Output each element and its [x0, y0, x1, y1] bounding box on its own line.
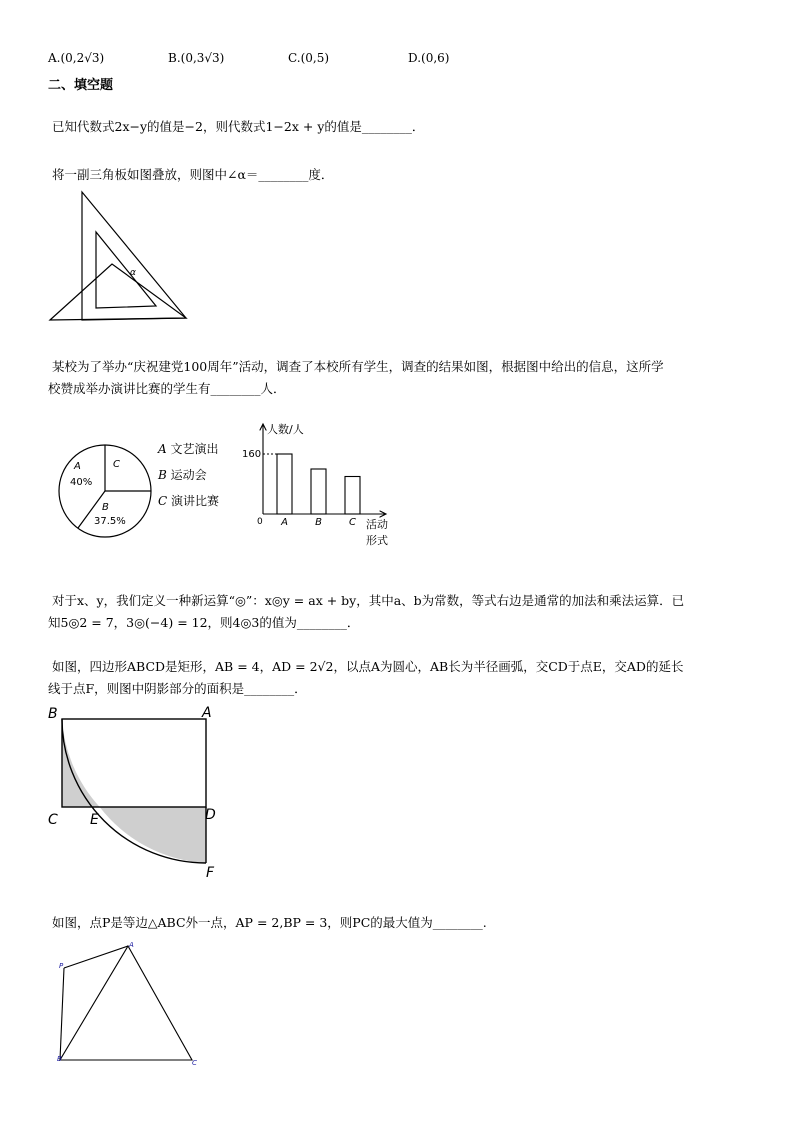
y-tick-160: 160 — [242, 449, 262, 460]
bar-c — [345, 477, 360, 515]
question-2: 将一副三角板如图叠放，则图中∠α＝________度． — [52, 167, 334, 182]
option-c: C.(0,5) — [288, 51, 330, 65]
pie-slice-b-letter: B — [102, 502, 109, 513]
y-axis-label: 人数/人 — [267, 423, 304, 436]
question-6: 如图，点P是等边△ABC外一点，AP = 2,BP = 3，则PC的最大值为________. — [52, 915, 487, 930]
triangle-45 — [50, 264, 186, 320]
question-4-line-2: 知5◎2 = 7，3◎(−4) = 12，则4◎3的值为________． — [48, 615, 360, 630]
legend-item-b — [158, 462, 219, 488]
point-p-label: P — [59, 962, 64, 970]
option-d: D.(0,6) — [408, 51, 450, 65]
legend-a-text: 文艺演出 — [170, 442, 219, 456]
point-d-label: D — [205, 807, 216, 823]
question-5-line-1: 如图，四边形ABCD是矩形，AB = 4，AD = 2√2，以点A为圆心，AB长为半径画弧，交CD于点E，交AD的延长 — [52, 659, 684, 674]
pie-legend — [158, 436, 219, 514]
pie-slice-a-letter: A — [74, 461, 81, 472]
question-1: 已知代数式2x−y的值是−2，则代数式1−2x + y的值是________． — [52, 119, 425, 134]
shaded-region-left — [62, 719, 100, 807]
x-tick-a: A — [281, 517, 288, 528]
x-tick-c: C — [349, 517, 356, 528]
question-3-line-2: 校赞成举办演讲比赛的学生有________人． — [48, 381, 286, 396]
x-tick-b: B — [315, 517, 322, 528]
bar-chart — [240, 418, 400, 552]
point-c-label: C — [48, 812, 58, 828]
point-f-label: F — [206, 865, 215, 881]
legend-b-letter: B — [158, 468, 167, 482]
shaded-region-right — [100, 807, 206, 863]
legend-c-letter: C — [158, 494, 168, 508]
bar-a — [277, 454, 292, 514]
legend-item-c — [158, 488, 219, 514]
point-c-label: C — [192, 1059, 197, 1067]
pie-chart — [54, 440, 156, 542]
legend-item-a — [158, 436, 219, 462]
point-e-label: E — [90, 812, 99, 828]
bar-b — [311, 469, 326, 514]
legend-b-text: 运动会 — [170, 468, 207, 482]
point-b-label: B — [48, 706, 58, 722]
point-a-label: A — [129, 941, 134, 949]
point-b-label: B — [57, 1055, 62, 1063]
segment-pb — [60, 968, 64, 1060]
question-4-line-1: 对于x、y，我们定义一种新运算“◎”：x◎y = ax + by，其中a、b为常数，等式右边是通常的加法和乘法运算．已 — [52, 593, 685, 608]
rectangle-arc-figure — [42, 700, 228, 884]
point-a-label: A — [202, 705, 212, 721]
option-a: A.(0,2√3) — [48, 51, 105, 65]
question-5-line-2: 线于点F，则图中阴影部分的面积是________． — [48, 681, 307, 696]
option-b: B.(0,3√3) — [168, 51, 225, 65]
x-axis-label-line-1: 活动 — [366, 518, 388, 531]
origin-label: 0 — [257, 517, 263, 527]
legend-a-letter: A — [158, 442, 167, 456]
legend-c-text: 演讲比赛 — [171, 494, 220, 508]
question-3-line-1: 某校为了举办“庆祝建党100周年”活动，调查了本校所有学生，调查的结果如图，根据图中给出的信息，这所学 — [52, 359, 664, 374]
triangle-rulers-figure — [44, 188, 194, 326]
x-axis-label-line-2: 形式 — [366, 534, 388, 547]
pie-slice-b-percent: 37.5% — [94, 516, 126, 527]
triangle-30-outer — [82, 192, 186, 320]
pie-slice-c-letter: C — [113, 459, 120, 470]
alpha-label: α — [130, 268, 136, 278]
segment-pa — [64, 946, 128, 968]
section-title: 二、填空题 — [48, 78, 114, 93]
pie-slice-a-percent: 40% — [70, 477, 93, 488]
equilateral-triangle-figure — [52, 938, 204, 1068]
